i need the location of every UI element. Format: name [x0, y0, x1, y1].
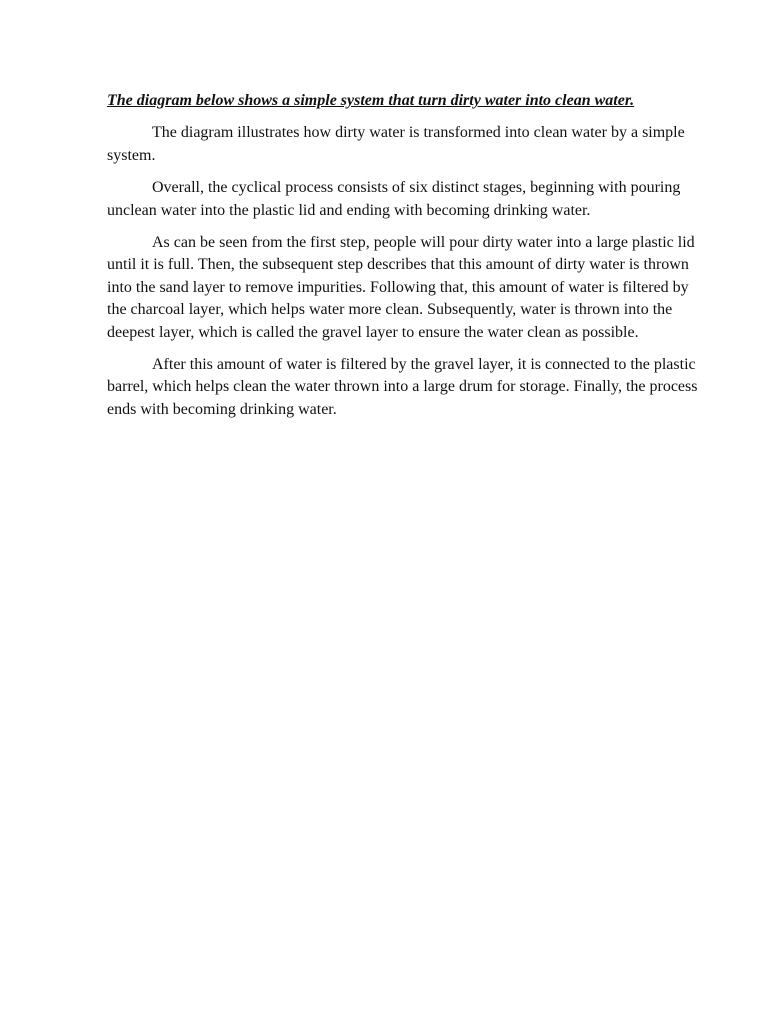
paragraph-body-2: After this amount of water is filtered by the gravel layer, it is connected to the plastic barrel, which helps clean the water thrown into a large drum for storage. Finally, the process ends with becoming drinking water.: [107, 356, 698, 418]
paragraph-intro: The diagram illustrates how dirty water is transformed into clean water by a simple system.: [107, 124, 685, 164]
paragraph-overview: Overall, the cyclical process consists of six distinct stages, beginning with pouring unclean water into the plastic lid and ending with becoming drinking water.: [107, 179, 681, 219]
document-heading: The diagram below shows a simple system that turn dirty water into clean water.: [107, 92, 635, 109]
paragraph-body-1: As can be seen from the first step, people will pour dirty water into a large plastic lid until it is full. Then, the subsequent step describes that this amount of dirty water is thrown into the sand layer to remove impurities. Following that, this amount of water is filtered by the charcoal layer, which helps water more clean. Subsequently, water is thrown into the deepest layer, which is called the gravel layer to ensure the water clean as possible.: [107, 234, 695, 341]
document-page: [107, 90, 699, 431]
